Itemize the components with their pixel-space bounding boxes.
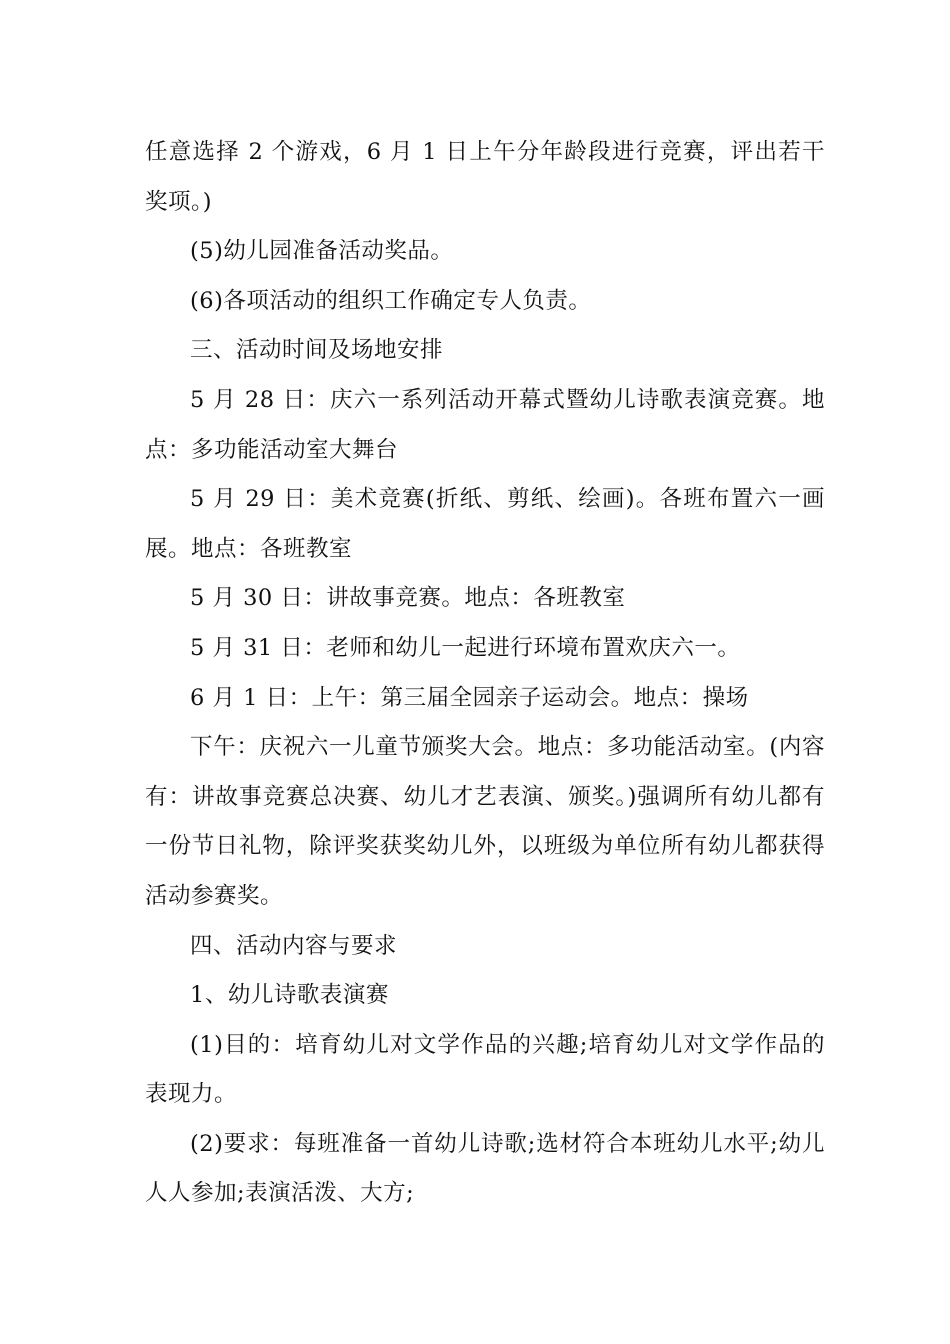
- paragraph-games-continued: 任意选择 2 个游戏，6 月 1 日上午分年龄段进行竞赛，评出若干奖项。): [145, 139, 825, 215]
- schedule-item-june-1-afternoon: 下午：庆祝六一儿童节颁奖大会。地点：多功能活动室。(内容有：讲故事竞赛总决赛、幼儿才艺表演、颁奖。)强调所有幼儿都有一份节日礼物，除评奖获奖幼儿外，以班级为单位所有幼儿都获得活动参赛奖。: [145, 734, 825, 909]
- paragraph-poetry-requirements: (2)要求：每班准备一首幼儿诗歌;选材符合本班幼儿水平;幼儿人人参加;表演活泼、大方;: [145, 1130, 825, 1207]
- document-body: [145, 128, 825, 1219]
- schedule-item-may-28: 5 月 28 日：庆六一系列活动开幕式暨幼儿诗歌表演竞赛。地点：多功能活动室大舞台: [145, 386, 825, 463]
- schedule-item-may-30: 5 月 30 日：讲故事竞赛。地点：各班教室: [190, 585, 626, 612]
- schedule-item-june-1-morning: 6 月 1 日：上午：第三届全园亲子运动会。地点：操场: [190, 684, 749, 711]
- schedule-item-may-31: 5 月 31 日：老师和幼儿一起进行环境布置欢庆六一。: [190, 634, 741, 661]
- schedule-item-may-29: 5 月 29 日：美术竞赛(折纸、剪纸、绘画)。各班布置六一画展。地点：各班教室: [145, 486, 825, 562]
- paragraph-poetry-goal: (1)目的：培育幼儿对文学作品的兴趣;培育幼儿对文学作品的表现力。: [145, 1031, 825, 1108]
- paragraph-prizes: (5)幼儿园准备活动奖品。: [190, 238, 454, 265]
- section-heading-content: 四、活动内容与要求: [190, 932, 398, 959]
- section-heading-schedule: 三、活动时间及场地安排: [190, 337, 444, 364]
- subsection-heading-poetry: 1、幼儿诗歌表演赛: [190, 982, 389, 1009]
- paragraph-organizers: (6)各项活动的组织工作确定专人负责。: [190, 287, 592, 314]
